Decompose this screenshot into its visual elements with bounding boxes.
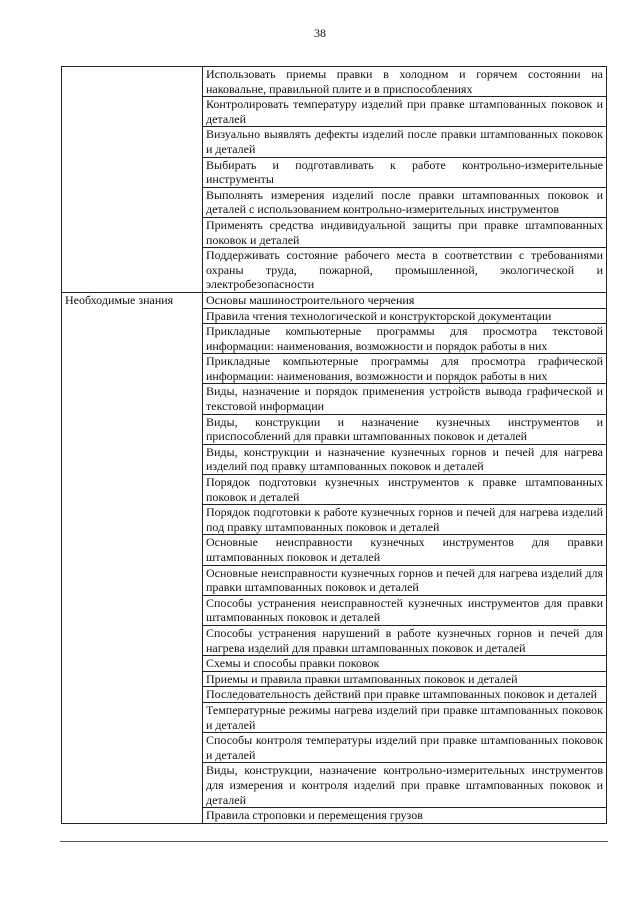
requirement-cell: Прикладные компьютерные программы для просмотра графической информации: наименования, возможности и порядок работы в них (203, 354, 607, 384)
requirement-cell: Прикладные компьютерные программы для просмотра текстовой информации: наименования, возможности и порядок работы в них (203, 324, 607, 354)
requirement-cell: Основы машиностроительного черчения (203, 292, 607, 308)
requirement-cell: Правила строповки и перемещения грузов (203, 808, 607, 824)
requirements-table-body (62, 67, 607, 824)
requirement-cell: Виды, конструкции, назначение контрольно-измерительных инструментов для измерения и контроля изделий при правке штампованных поковок и деталей (203, 763, 607, 808)
page-number: 38 (314, 26, 326, 40)
requirement-cell: Схемы и способы правки поковок (203, 656, 607, 672)
requirement-cell: Использовать приемы правки в холодном и горячем состоянии на наковальне, правильной плите и в приспособлениях (203, 67, 607, 97)
table-row (62, 292, 607, 308)
requirement-cell: Порядок подготовки кузнечных инструментов к правке штампованных поковок и деталей (203, 475, 607, 505)
requirement-cell: Виды, конструкции и назначение кузнечных инструментов и приспособлений для правки штампованных поковок и деталей (203, 414, 607, 444)
requirement-cell: Выбирать и подготавливать к работе контрольно-измерительные инструменты (203, 157, 607, 187)
requirement-cell: Порядок подготовки к работе кузнечных горнов и печей для нагрева изделий под правку штампованных поковок и деталей (203, 505, 607, 535)
requirement-cell: Способы устранения нарушений в работе кузнечных горнов и печей для нагрева изделий для правки штампованных поковок и деталей (203, 625, 607, 655)
requirement-cell: Контролировать температуру изделий при правке штампованных поковок и деталей (203, 97, 607, 127)
table-row (62, 67, 607, 97)
bottom-rule (60, 841, 608, 842)
requirement-cell: Последовательность действий при правке штампованных поковок и деталей (203, 687, 607, 703)
requirement-cell: Способы устранения неисправностей кузнечных инструментов для правки штампованных поковок и деталей (203, 595, 607, 625)
requirement-cell: Применять средства индивидуальной защиты при правке штампованных поковок и деталей (203, 217, 607, 247)
requirement-cell: Приемы и правила правки штампованных поковок и деталей (203, 671, 607, 687)
requirement-cell: Температурные режимы нагрева изделий при правке штампованных поковок и деталей (203, 702, 607, 732)
requirements-table (61, 66, 607, 824)
requirement-cell: Виды, конструкции и назначение кузнечных горнов и печей для нагрева изделий под правку штампованных поковок и деталей (203, 444, 607, 474)
requirement-cell: Поддерживать состояние рабочего места в соответствии с требованиями охраны труда, пожарной, промышленной, экологической и электробезопасности (203, 248, 607, 293)
requirement-cell: Правила чтения технологической и конструкторской документации (203, 308, 607, 324)
category-cell: Необходимые знания (62, 292, 203, 823)
requirement-cell: Выполнять измерения изделий после правки штампованных поковок и деталей с использованием контрольно-измерительных инструментов (203, 187, 607, 217)
requirement-cell: Основные неисправности кузнечных горнов и печей для нагрева изделий для правки штампованных поковок и деталей (203, 565, 607, 595)
category-cell (62, 67, 203, 293)
requirement-cell: Способы контроля температуры изделий при правке штампованных поковок и деталей (203, 733, 607, 763)
requirement-cell: Визуально выявлять дефекты изделий после правки штампованных поковок и деталей (203, 127, 607, 157)
requirement-cell: Основные неисправности кузнечных инструментов для правки штампованных поковок и деталей (203, 535, 607, 565)
requirement-cell: Виды, назначение и порядок применения устройств вывода графической и текстовой информации (203, 384, 607, 414)
